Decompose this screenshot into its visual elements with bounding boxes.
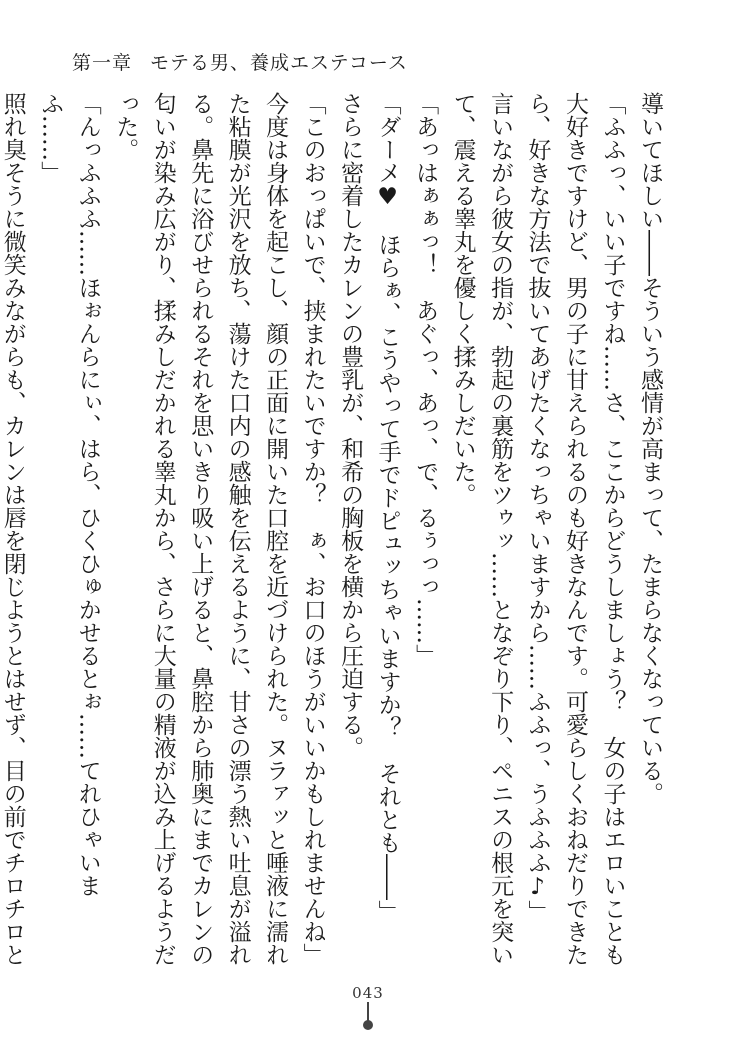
folio-ornament <box>362 1002 374 1038</box>
paragraph: 「あっはぁぁっ！ あぐっ、あっ、で、るぅっっ……」 <box>412 92 439 667</box>
body-text <box>0 92 668 972</box>
paragraph: 「ダーメ♥ ほらぁ、こうやって手でドピュッちゃいますか？ それとも――」 <box>374 92 401 923</box>
paragraph: 「このおっぱいで、挟まれたいですか？ ぁ、お口のほうがいいかもしれませんね」 <box>299 92 326 966</box>
paragraph: 照れ臭そうに微笑みながらも、カレンは唇を閉じようとはせず、目の前でチロチロと <box>0 92 26 966</box>
folio-dot <box>363 1020 373 1030</box>
chapter-label: 第一章 <box>72 52 133 74</box>
page-number: 043 <box>352 984 384 1002</box>
chapter-title: モテる男、養成エステコース <box>150 52 408 74</box>
paragraph: 言いながら彼女の指が、勃起の裏筋をツゥッ……となぞり下り、ペニスの根元を突いて、震える睾丸を優しく揉みしだいた。 <box>449 92 514 966</box>
running-head <box>72 48 408 75</box>
paragraph: 導いてほしい――そういう感情が高まって、たまらなくなっている。 <box>637 92 663 805</box>
paragraph: さらに密着したカレンの豊乳が、和希の胸板を横から圧迫する。 <box>337 92 364 759</box>
paragraph: 今度は身体を起こし、顔の正面に開いた口腔を近づけられた。ヌラァッと唾液に濡れた粘膜が光沢を放ち、蕩けた口内の感触を伝えるように、甘さの漂う熱い吐息が溢れる。鼻先に浴びせられるそれを思いきり吸い上げると、鼻腔から肺奥にまでカレンの匂いが染み広がり、揉みしだかれる睾丸から、さらに大量の精液が込み上げるようだった。 <box>112 92 289 966</box>
paragraph: 「ふふっ、いい子ですね……さ、ここからどうしましょう？ 女の子はエロいことも大好きですけど、男の子に甘えられるのも好きなんです。可愛らしくおねだりできたら、好きな方法で抜いてあげたくなっちゃいますから……ふふっ、うふふふ♪」 <box>524 92 626 966</box>
paragraph: 「んっふふふ……ほぉんらにぃ、はら、ひくひゅかせるとぉ……てれひゃいまふ……」 <box>37 92 101 897</box>
